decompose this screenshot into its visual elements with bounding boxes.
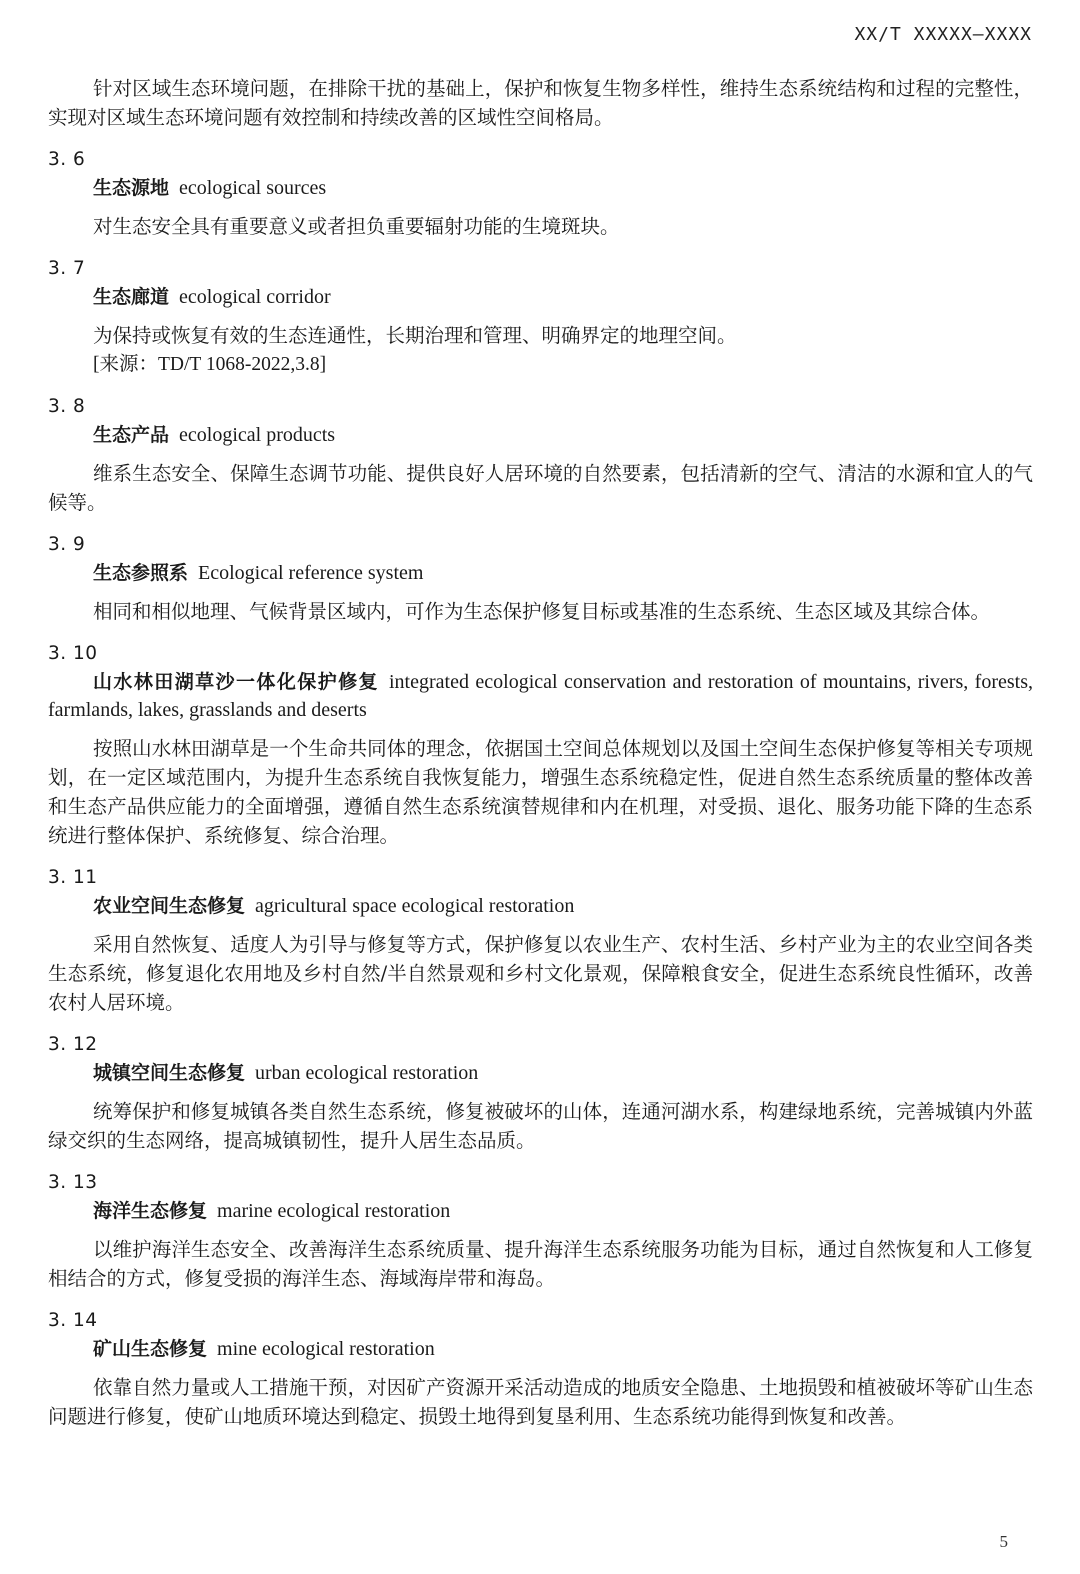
term-definition: 依靠自然力量或人工措施干预，对因矿产资源开采活动造成的地质安全隐患、土地损毁和植被破坏等矿山生态问题进行修复，使矿山地质环境达到稳定、损毁土地得到复垦利用、生态系统功能得到恢复和改善。 xyxy=(48,1376,1033,1428)
term-chinese: 生态廊道 xyxy=(93,286,170,308)
term-heading xyxy=(48,559,1033,587)
document-code: XX/T XXXXX—XXXX xyxy=(854,24,1032,45)
term-english: urban ecological restoration xyxy=(255,1062,479,1084)
section-number: 3. 9 xyxy=(48,534,86,555)
page-number: 5 xyxy=(999,1532,1008,1551)
term-definition: 对生态安全具有重要意义或者担负重要辐射功能的生境斑块。 xyxy=(93,215,620,238)
term-heading xyxy=(48,668,1033,724)
term-english: agricultural space ecological restoration xyxy=(255,895,575,917)
term-chinese: 生态源地 xyxy=(93,177,170,199)
term-source: [来源：TD/T 1068-2022,3.8] xyxy=(93,354,327,375)
term-english: ecological corridor xyxy=(179,286,331,308)
section-number: 3. 10 xyxy=(48,643,98,664)
term-definition: 相同和相似地理、气候背景区域内，可作为生态保护修复目标或基准的生态系统、生态区域及其综合体。 xyxy=(93,600,991,623)
intro-paragraph: 针对区域生态环境问题，在排除干扰的基础上，保护和恢复生物多样性，维持生态系统结构和过程的完整性，实现对区域生态环境问题有效控制和持续改善的区域性空间格局。 xyxy=(48,77,1033,129)
term-chinese: 生态产品 xyxy=(93,424,170,446)
term-definition: 维系生态安全、保障生态调节功能、提供良好人居环境的自然要素，包括清新的空气、清洁的水源和宜人的气候等。 xyxy=(48,462,1033,514)
term-section-3-11 xyxy=(48,864,1033,1017)
term-chinese: 城镇空间生态修复 xyxy=(93,1062,246,1084)
term-section-3-6 xyxy=(48,146,1033,241)
section-number: 3. 14 xyxy=(48,1310,98,1331)
term-heading xyxy=(48,174,1033,202)
term-english: mine ecological restoration xyxy=(217,1338,435,1360)
term-chinese: 山水林田湖草沙一体化保护修复 xyxy=(93,671,379,693)
term-heading xyxy=(48,421,1033,449)
section-number: 3. 13 xyxy=(48,1172,98,1193)
term-definition: 为保持或恢复有效的生态连通性，长期治理和管理、明确界定的地理空间。 xyxy=(93,324,737,347)
term-english: integrated ecological conservation and restoration of mountains, rivers, forests, farmlands, lakes, grasslands and deserts xyxy=(48,671,1033,721)
term-chinese: 矿山生态修复 xyxy=(93,1338,208,1360)
section-number: 3. 7 xyxy=(48,258,86,279)
term-heading xyxy=(48,892,1033,920)
document-body xyxy=(48,74,1033,1445)
term-heading xyxy=(48,1197,1033,1225)
term-section-3-14 xyxy=(48,1307,1033,1431)
section-number: 3. 6 xyxy=(48,149,86,170)
term-heading xyxy=(48,1335,1033,1363)
term-heading xyxy=(48,283,1033,311)
term-definition: 统筹保护和修复城镇各类自然生态系统，修复被破坏的山体，连通河湖水系，构建绿地系统，完善城镇内外蓝绿交织的生态网络，提高城镇韧性，提升人居生态品质。 xyxy=(48,1100,1033,1152)
term-section-3-13 xyxy=(48,1169,1033,1293)
term-chinese: 生态参照系 xyxy=(93,562,189,584)
term-heading xyxy=(48,1059,1033,1087)
term-english: Ecological reference system xyxy=(198,562,424,584)
term-section-3-9 xyxy=(48,531,1033,626)
term-section-3-8 xyxy=(48,393,1033,517)
term-section-3-10 xyxy=(48,640,1033,850)
section-number: 3. 11 xyxy=(48,867,98,888)
term-chinese: 海洋生态修复 xyxy=(93,1200,208,1222)
section-number: 3. 12 xyxy=(48,1034,98,1055)
term-definition: 按照山水林田湖草是一个生命共同体的理念，依据国土空间总体规划以及国土空间生态保护修复等相关专项规划，在一定区域范围内，为提升生态系统自我恢复能力，增强生态系统稳定性，促进自然生态系统质量的整体改善和生态产品供应能力的全面增强，遵循自然生态系统演替规律和内在机理，对受损、退化、服务功能下降的生态系统进行整体保护、系统修复、综合治理。 xyxy=(48,737,1033,847)
term-english: marine ecological restoration xyxy=(217,1200,451,1222)
term-chinese: 农业空间生态修复 xyxy=(93,895,246,917)
section-number: 3. 8 xyxy=(48,396,86,417)
term-section-3-7 xyxy=(48,255,1033,379)
term-english: ecological products xyxy=(179,424,336,446)
term-definition: 采用自然恢复、适度人为引导与修复等方式，保护修复以农业生产、农村生活、乡村产业为主的农业空间各类生态系统，修复退化农用地及乡村自然/半自然景观和乡村文化景观，保障粮食安全，促进生态系统良性循环，改善农村人居环境。 xyxy=(48,933,1033,1014)
term-english: ecological sources xyxy=(179,177,327,199)
term-section-3-12 xyxy=(48,1031,1033,1155)
term-definition: 以维护海洋生态安全、改善海洋生态系统质量、提升海洋生态系统服务功能为目标，通过自然恢复和人工修复相结合的方式，修复受损的海洋生态、海域海岸带和海岛。 xyxy=(48,1238,1033,1290)
